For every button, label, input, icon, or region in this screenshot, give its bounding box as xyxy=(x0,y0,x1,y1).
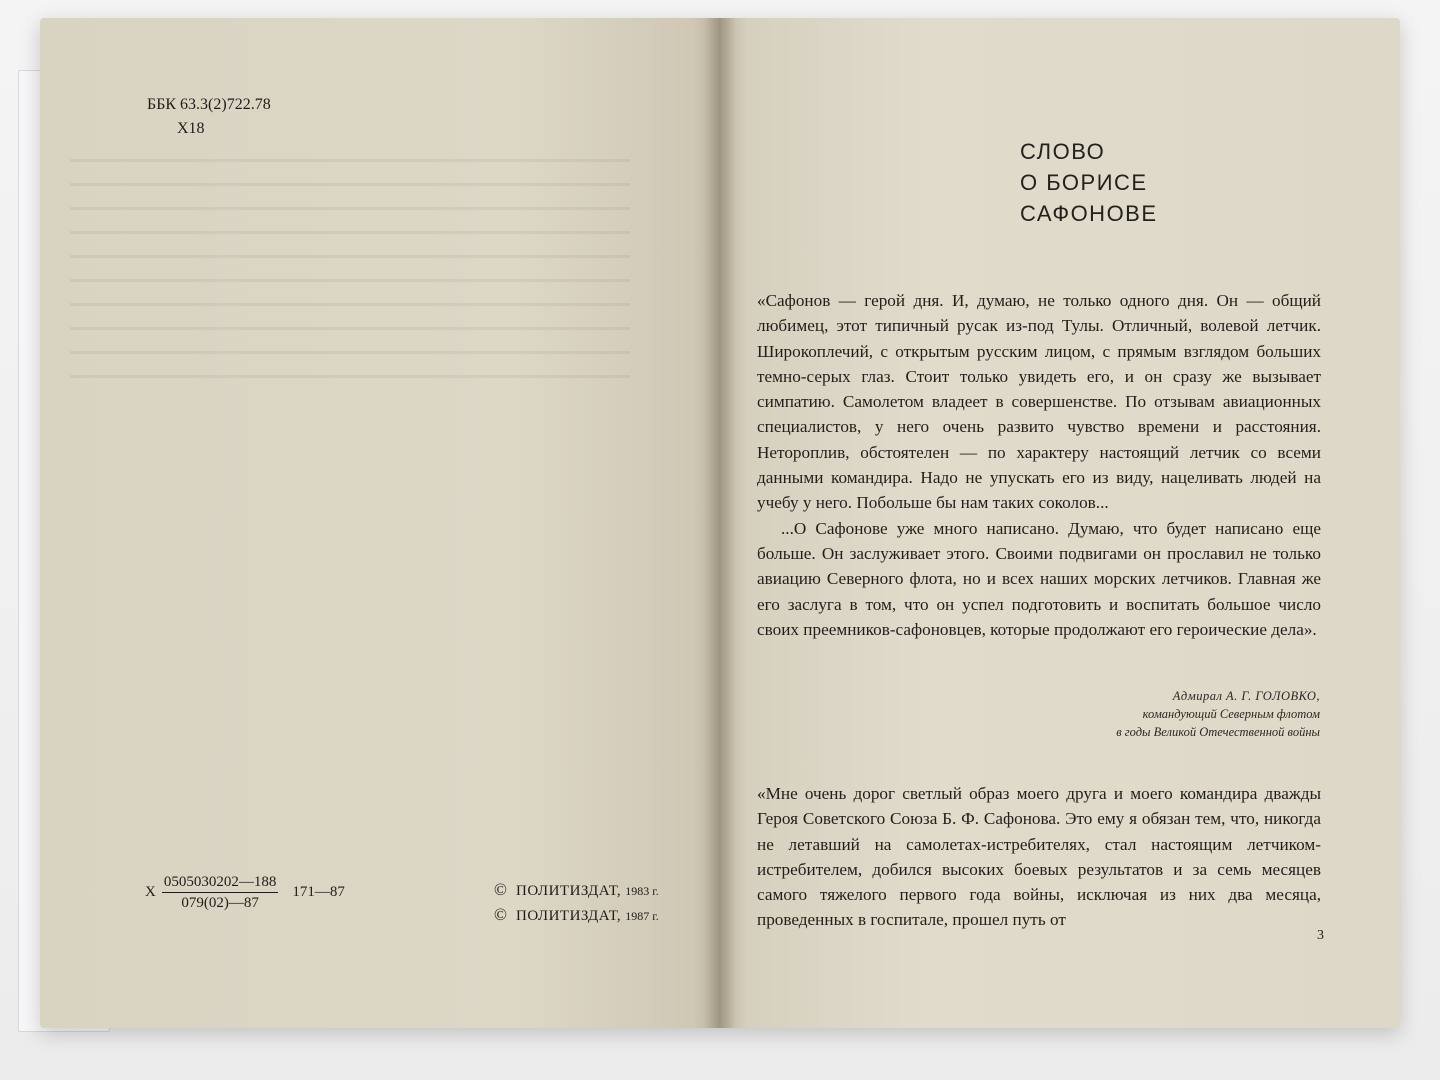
edition-letter: Х xyxy=(145,884,156,900)
quote-paragraph: «Сафонов — герой дня. И, думаю, не только одного дня. Он — общий любимец, этот типичный русак из-под Тулы. Отличный, волевой летчик. Широкоплечий, с открытым русским лицом, с прямым взглядом больших темно-серых глаз. Стоит только увидеть его, и он сразу же вызывает симпатию. Самолетом владеет в совершенстве. По отзывам авиационных специалистов, у него очень развито чувство времени и расстояния. Нетороплив, обстоятелен — по характеру настоящий летчик со всеми данными командира. Надо не упускать его из виду, нацеливать людей на учебу у него. Побольше бы нам таких соколов... xyxy=(757,291,1321,513)
left-page xyxy=(40,18,720,1028)
chapter-title-line: О БОРИСЕ xyxy=(1020,170,1148,195)
author-index: Х18 xyxy=(177,120,205,137)
copyright-year: 1983 г. xyxy=(625,884,659,898)
attribution-name: Адмирал А. Г. ГОЛОВКО, xyxy=(1172,689,1320,703)
quote-paragraph: «Мне очень дорог светлый образ моего друга и моего командира дважды Героя Советского Союза Б. Ф. Сафонова. Это ему я обязан тем, что, никогда не летавший на самолетах-истребителях, стал настоящим летчиком-истребителем, добился высоких боевых результатов и за семь месяцев самого тяжелого первого года войны, исключая из них два месяца, проведенных в госпитале, прошел путь от xyxy=(757,784,1321,930)
right-page xyxy=(720,18,1400,1028)
copyright-publisher: ПОЛИТИЗДАТ, xyxy=(516,883,622,899)
chapter-title-line: СЛОВО xyxy=(1020,139,1106,164)
bbk-code: ББК 63.3(2)722.78 xyxy=(147,96,271,113)
quote-golovko xyxy=(757,288,1321,642)
copyright-line xyxy=(494,878,659,903)
copyright-publisher: ПОЛИТИЗДАТ, xyxy=(516,908,622,924)
copyright-line xyxy=(494,903,659,928)
show-through-lines xyxy=(70,138,630,399)
copyright-icon: © xyxy=(494,905,507,924)
edition-series: 171—87 xyxy=(292,884,345,900)
chapter-title xyxy=(1020,136,1158,229)
bbk-classification xyxy=(147,93,271,141)
edition-denominator: 079(02)—87 xyxy=(181,895,259,911)
chapter-title-line: САФОНОВЕ xyxy=(1020,201,1158,226)
copyright-icon: © xyxy=(494,880,507,899)
quote-paragraph: ...О Сафонове уже много написано. Думаю, что будет написано еще больше. Он заслуживает этого. Своими подвигами он прославил не только авиацию Северного флота, но и всех наших морских летчиков. Главная же его заслуга в том, что он успел подготовить и воспитать большое число своих преемников-сафоновцев, которые продолжают его героические дела». xyxy=(757,518,1321,639)
copyright-block xyxy=(494,878,659,928)
open-book xyxy=(40,18,1400,1028)
copyright-year: 1987 г. xyxy=(625,909,659,923)
page-number: 3 xyxy=(1317,928,1324,943)
quote-attribution xyxy=(920,687,1320,741)
edition-fraction xyxy=(162,873,279,912)
attribution-period: в годы Великой Отечественной войны xyxy=(1116,725,1320,739)
quote-second xyxy=(757,781,1321,933)
attribution-role: командующий Северным флотом xyxy=(1142,707,1320,721)
edition-code xyxy=(145,873,345,912)
edition-numerator: 0505030202—188 xyxy=(162,873,279,893)
